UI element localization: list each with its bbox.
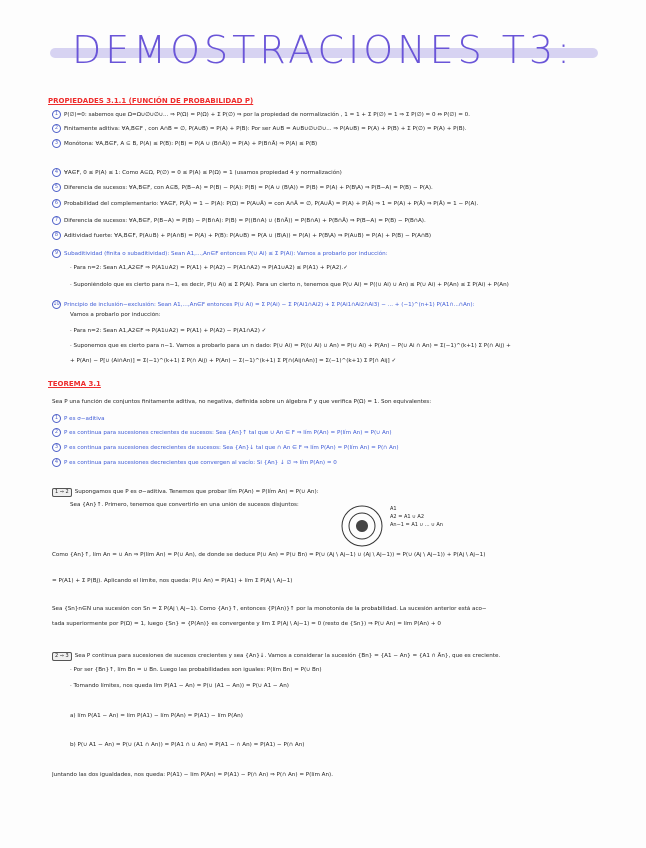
- proof-text: Como {An}↑, lím An = ∪ An ⇒ P(lím An) = P(∪ An), de donde se deduce P(∪ An) = P(∪ Bn) = P(∪ (Aj \ Aj−1) ∪ (Aj \ Aj−1)) = P(∪ (Aj \ Aj−1)) + P(Aj \ Aj−1): [52, 552, 486, 558]
- item-number: 1: [52, 414, 61, 423]
- item-number: 3: [52, 443, 61, 452]
- induction-step: + P(An) − P[∪ (Ai∩An)] = Σ(−1)^(k+1) Σ P(∩ Aij) + P(An) − Σ(−1)^(k+1) Σ P[∩(Aij∩An)] = Σ(−1)^(k+1) Σ P[∩ Aij] ✓: [70, 358, 397, 364]
- induction-step: Vamos a probarlo por inducción:: [70, 312, 161, 318]
- proof-1-2-start: [52, 488, 600, 497]
- property-2: [52, 124, 600, 133]
- diagram-label-2: A2 = A1 ∪ A2: [390, 514, 425, 520]
- property-9: [52, 249, 600, 258]
- proof-text: b) P(∪ A1 − An) = P(∪ (A1 ∩ Ān)) = P(A1 ∩ ∪ Ān) = P(A1 − ∩ An) = P(A1) − P(∩ An): [70, 742, 305, 748]
- item-number: 5: [52, 183, 61, 192]
- induction-step: · Suponemos que es cierto para n−1. Vamos a probarlo para un n dado: P(∪ Ai) = P((∪ Ai) ∪ An) = P(∪ Ai) + P(An) − P(∪ Ai ∩ An) = Σ(−1)^(k+1) Σ P(∩ Aij) +: [70, 343, 511, 349]
- item-number: 2: [52, 124, 61, 133]
- property-7: [52, 216, 600, 225]
- proof-2-3-start: [52, 652, 600, 661]
- property-text: ∀A∈F, 0 ≤ P(A) ≤ 1: Como A⊆Ω, P(∅) = 0 ≤ P(A) ≤ P(Ω) = 1 (usamos propiedad 4 y normalización): [64, 170, 342, 176]
- item-number: 2: [52, 428, 61, 437]
- property-10: [52, 300, 600, 309]
- proof-text: a) lím P(A1 − An) = lím P(A1) − lím P(An) = P(A1) − lím P(An): [70, 713, 243, 719]
- property-text: Subaditividad (finita o subaditividad): Sean A1,...,An∈F entonces P(∪ Ai) ≤ Σ P(Ai): Vamos a probarlo por inducción:: [64, 251, 388, 257]
- property-8: [52, 231, 600, 240]
- theorem-item-3: [52, 443, 600, 452]
- induction-step: · Para n=2: Sean A1,A2∈F ⇒ P(A1∪A2) = P(A1) + P(A2) − P(A1∩A2) ✓: [70, 328, 267, 334]
- item-number: 7: [52, 216, 61, 225]
- theorem-text: P es continua para sucesiones decrecientes de sucesos: Sea {An}↓ tal que ∩ An ∈ F ⇒ lím P(An) = P(lím An) = P(∩ An): [64, 445, 399, 451]
- item-number: 8: [52, 231, 61, 240]
- theorem-text: P es continua para sucesiones crecientes de sucesos: Sea {An}↑ tal que ∪ An ∈ F ⇒ lím P(An) = P(lím An) = P(∪ An): [64, 430, 392, 436]
- item-number: 6: [52, 199, 61, 208]
- property-text: Diferencia de sucesos: ∀A,B∈F, con A⊆B, P(B−A) = P(B) − P(A): P(B) = P(A ∪ (B\A)) = P(B) = P(A) + P(B\A) ⇒ P(B−A) = P(B) − P(A).: [64, 185, 433, 191]
- theorem-intro: Sea P una función de conjuntos finitamente aditiva, no negativa, definida sobre un álgebra F y que verifica P(Ω) = 1. Son equivalentes:: [52, 399, 432, 405]
- proof-text: Supongamos que P es σ−aditiva. Tenemos que probar lím P(An) = P(lím An) = P(∪ An):: [74, 489, 319, 495]
- property-1: [52, 110, 600, 119]
- property-5: [52, 183, 600, 192]
- proof-text: = P(A1) + Σ P(Bj). Aplicando el límite, nos queda: P(∪ An) = P(A1) + lím Σ P(Aj \ Aj−1): [52, 578, 293, 584]
- diagram-label-1: A1: [390, 506, 397, 512]
- item-number: 1: [52, 110, 61, 119]
- proof-text: · Por ser {Bn}↑, lím Bn = ∪ Bn. Luego las probabilidades son iguales: P(lím Bn) = P(∪ Bn): [70, 667, 322, 673]
- property-4: [52, 168, 600, 177]
- property-3: [52, 139, 600, 148]
- proof-text: · Tomando límites, nos queda lím P(A1 − An) = P(∪ (A1 − An)) = P(∪ A1 − An): [70, 683, 289, 689]
- theorem-item-1: [52, 414, 600, 423]
- theorem-text: P es continua para sucesiones decrecientes que convergen al vacío: Si {An} ↓ ∅ ⇒ lím P(An) = 0: [64, 460, 337, 466]
- nested-sets-diagram: [340, 504, 384, 548]
- item-number: 4: [52, 458, 61, 467]
- property-text: Finitamente aditiva: ∀A,B∈F , con A∩B = ∅, P(A∪B) = P(A) + P(B): Por ser A∪B = A∪B∪∅∪∅∪... ⇒ P(A∪B) = P(A) + P(B) + Σ P(∅) = P(A) + P(B).: [64, 126, 467, 132]
- theorem-item-4: [52, 458, 600, 467]
- proof-text: tada superiormente por P(Ω) = 1, luego {Sn} = {P(An)} es convergente y lím Σ P(Aj \ Aj−1) = 0 (resto de {Sn}) ⇒ P(∪ An) = lím P(An) + 0: [52, 621, 441, 627]
- property-text: Monótona: ∀A,B∈F, A ⊆ B, P(A) ≤ P(B): P(B) = P(A ∪ (B∩Ā)) = P(A) + P(B∩Ā) ⇒ P(A) ≤ P(B): [64, 141, 318, 147]
- item-number: 10: [53, 301, 60, 307]
- diagram-label-3: An−1 = A1 ∪ ... ∪ An: [390, 522, 443, 528]
- proof-text: Sea {An}↑. Primero, tenemos que convertirlo en una unión de sucesos disjuntos:: [70, 502, 299, 508]
- item-number: 4: [52, 168, 61, 177]
- theorem-text: P es σ−aditiva: [64, 416, 105, 422]
- proof-tag: 1 ⇒ 2: [52, 488, 72, 497]
- induction-step: · Para n=2: Sean A1,A2∈F ⇒ P(A1∪A2) = P(A1) + P(A2) − P(A1∩A2) ⇒ P(A1∪A2) ≤ P(A1) + P(A2).✓: [70, 265, 348, 271]
- property-text: Probabilidad del complementario: ∀A∈F, P(Ā) = 1 − P(A): P(Ω) = P(A∪Ā) = con A∩Ā = ∅, P(A∪Ā) = P(A) + P(Ā) ⇒ 1 = P(A) + P(Ā) ⇒ P(Ā) = 1 − P(A).: [64, 201, 479, 207]
- proof-text: Sea P continua para sucesiones de sucesos crecientes y sea {An}↓. Vamos a considerar la sucesión {Bn} = {A1 − An} = {A1 ∩ Ān}, que es creciente.: [74, 653, 501, 659]
- property-text: Aditividad fuerte: ∀A,B∈F, P(A∪B) + P(A∩B) = P(A) + P(B): P(A∪B) = P(A ∪ (B\A)) = P(A) + P(B\A) ⇒ P(A∪B) = P(A) + P(B) − P(A∩B): [64, 233, 432, 239]
- property-6: [52, 199, 600, 208]
- proof-text: Juntando las dos igualdades, nos queda: P(A1) − lím P(An) = P(A1) − P(∩ An) ⇒ P(∩ An) = P(lím An).: [52, 772, 334, 778]
- page-title: DEMOSTRACIONES T3:: [72, 28, 574, 72]
- title-block: [0, 26, 646, 76]
- proof-tag: 2 ⇒ 3: [52, 652, 72, 661]
- induction-step: · Suponiéndolo que es cierto para n−1, es decir, P(∪ Ai) ≤ Σ P(Ai). Para un cierto n, tenemos que P(∪ Ai) = P((∪ Ai) ∪ An) ≤ P(∪ Ai) + P(An) ≤ Σ P(Ai) + P(An): [70, 282, 509, 288]
- set-circle-inner: [356, 520, 368, 532]
- proof-text: Sea {Sn}n∈N una sucesión con Sn = Σ P(Aj \ Aj−1). Como {An}↑, entonces {P(An)}↑ por la monotonía de la probabilidad. La sucesión anterior está aco−: [52, 606, 487, 612]
- property-text: P(∅)=0: sabemos que Ω=Ω∪∅∪∅∪... ⇒ P(Ω) = P(Ω) + Σ P(∅) ⇒ por la propiedad de normalización , 1 = 1 + Σ P(∅) = 1 ⇒ Σ P(∅) = 0 ⇔ P(∅) = 0.: [64, 112, 471, 118]
- item-number: 9: [52, 249, 61, 258]
- property-text: Principio de inclusión−exclusión: Sean A1,...,An∈F entonces P(∪ Ai) = Σ P(Ai) − Σ P(Ai1∩Ai2) + Σ P(Ai1∩Ai2∩Ai3) − ... + (−1)^(n+1) P(A1∩...∩An):: [64, 302, 475, 308]
- section-heading-propiedades: PROPIEDADES 3.1.1 (FUNCIÓN DE PROBABILIDAD P): [48, 97, 254, 105]
- item-number: 3: [52, 139, 61, 148]
- property-text: Diferencia de sucesos: ∀A,B∈F, P(B−A) = P(B) − P(B∩A): P(B) = P((B∩A) ∪ (B∩Ā)) = P(B∩A) + P(B∩Ā) ⇒ P(B−A) = P(B) − P(B∩A).: [64, 218, 426, 224]
- section-heading-teorema: TEOREMA 3.1: [48, 380, 101, 388]
- theorem-item-2: [52, 428, 600, 437]
